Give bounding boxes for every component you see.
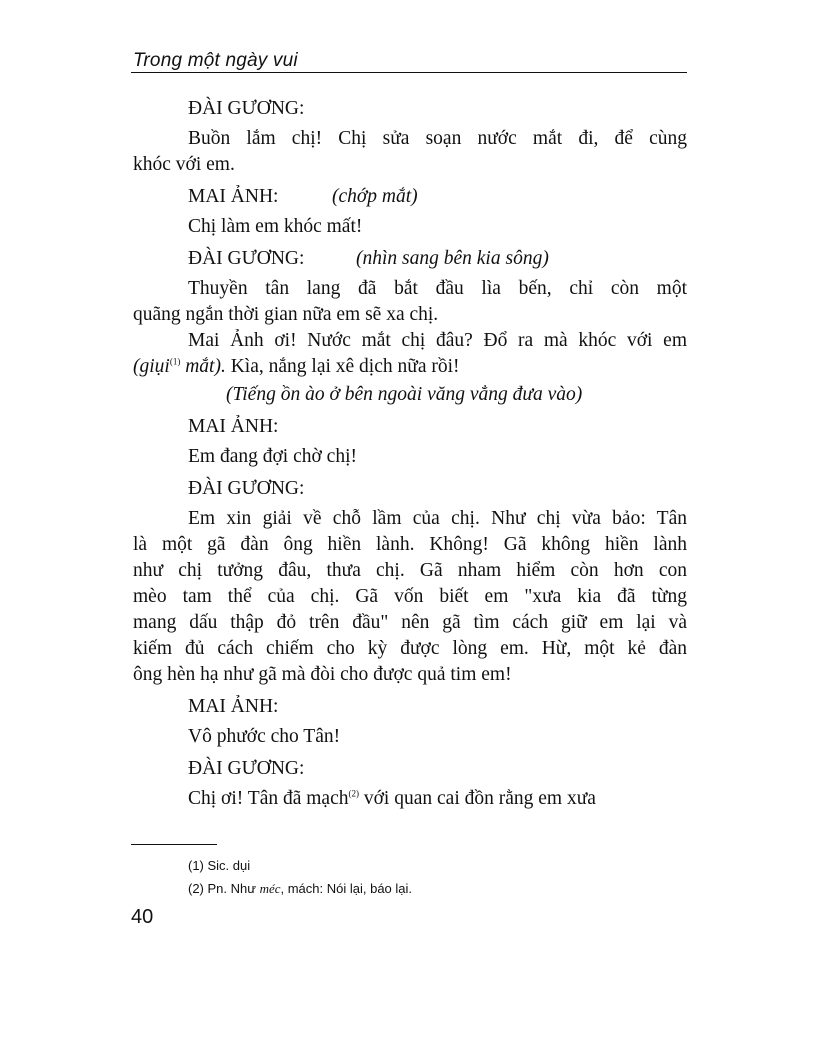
inline-direction: (giụi xyxy=(133,356,170,377)
text-segment: Chị ơi! Tân đã mạch xyxy=(188,788,349,809)
text-line: Mai Ảnh ơi! Nước mắt chị đâu? Đổ ra mà khóc với em xyxy=(188,330,687,351)
inline-direction: mắt). xyxy=(180,356,226,377)
text-segment: Kìa, nắng lại xê dịch nữa rồi! xyxy=(225,356,460,377)
text-line: mang dấu thập đỏ trên đầu" nên gã tìm cách giữ em lại và xyxy=(133,612,687,633)
text-line xyxy=(133,354,687,380)
text-segment: với quan cai đồn rằng em xưa xyxy=(359,788,596,809)
stage-direction: (chớp mắt) xyxy=(332,186,418,207)
speaker-line xyxy=(188,184,687,210)
speaker-line: ĐÀI GƯƠNG: xyxy=(188,478,305,499)
running-header-title: Trong một ngày vui xyxy=(133,50,298,71)
text-line: mèo tam thể của chị. Gã vốn biết em "xưa kia đã từng xyxy=(133,586,687,607)
stage-direction: (Tiếng ồn ào ở bên ngoài văng vẳng đưa vào) xyxy=(226,384,583,405)
dialogue-line: Em đang đợi chờ chị! xyxy=(188,446,357,467)
text-line: ông hèn hạ như gã mà đòi cho được quả tim em! xyxy=(133,664,512,685)
text-line: là một gã đàn ông hiền lành. Không! Gã không hiền lành xyxy=(133,534,687,555)
footnote-italic-word: méc xyxy=(259,881,281,896)
speaker-line: ĐÀI GƯƠNG: xyxy=(188,758,305,779)
footnote-text: , mách: Nói lại, báo lại. xyxy=(280,881,413,896)
footnote-2 xyxy=(188,881,412,897)
text-line: Thuyền tân lang đã bắt đầu lìa bến, chỉ còn một xyxy=(188,278,687,299)
text-line: quãng ngắn thời gian nữa em sẽ xa chị. xyxy=(133,304,439,325)
footnote-ref: (2) xyxy=(348,788,359,799)
speaker-line: MAI ẢNH: xyxy=(188,416,279,437)
speaker-name: ĐÀI GƯƠNG: xyxy=(188,248,305,269)
dialogue-line: Vô phước cho Tân! xyxy=(188,726,341,747)
text-line: Em xin giải về chỗ lầm của chị. Như chị vừa bảo: Tân xyxy=(188,508,687,529)
footnote-ref: (1) xyxy=(169,356,181,367)
dialogue-line: Chị làm em khóc mất! xyxy=(188,216,363,237)
text-line: kiếm đủ cách chiếm cho kỳ được lòng em. Hừ, một kẻ đàn xyxy=(133,638,687,659)
speaker-name: MAI ẢNH: xyxy=(188,186,279,207)
footnote-1: (1) Sic. dụi xyxy=(188,858,251,873)
text-line: như chị tưởng đâu, thưa chị. Gã nham hiểm còn hơn con xyxy=(133,560,687,581)
footnote-text: (2) Pn. Như xyxy=(188,881,260,896)
text-line xyxy=(188,786,687,812)
speaker-line xyxy=(188,246,687,272)
text-line: Buồn lắm chị! Chị sửa soạn nước mắt đi, để cùng xyxy=(188,128,687,149)
header-rule xyxy=(131,72,687,73)
speaker-line: ĐÀI GƯƠNG: xyxy=(188,98,305,119)
footnote-rule xyxy=(131,844,217,845)
speaker-line: MAI ẢNH: xyxy=(188,696,279,717)
stage-direction: (nhìn sang bên kia sông) xyxy=(356,248,549,269)
page-number: 40 xyxy=(131,906,154,928)
text-line: khóc với em. xyxy=(133,154,235,175)
